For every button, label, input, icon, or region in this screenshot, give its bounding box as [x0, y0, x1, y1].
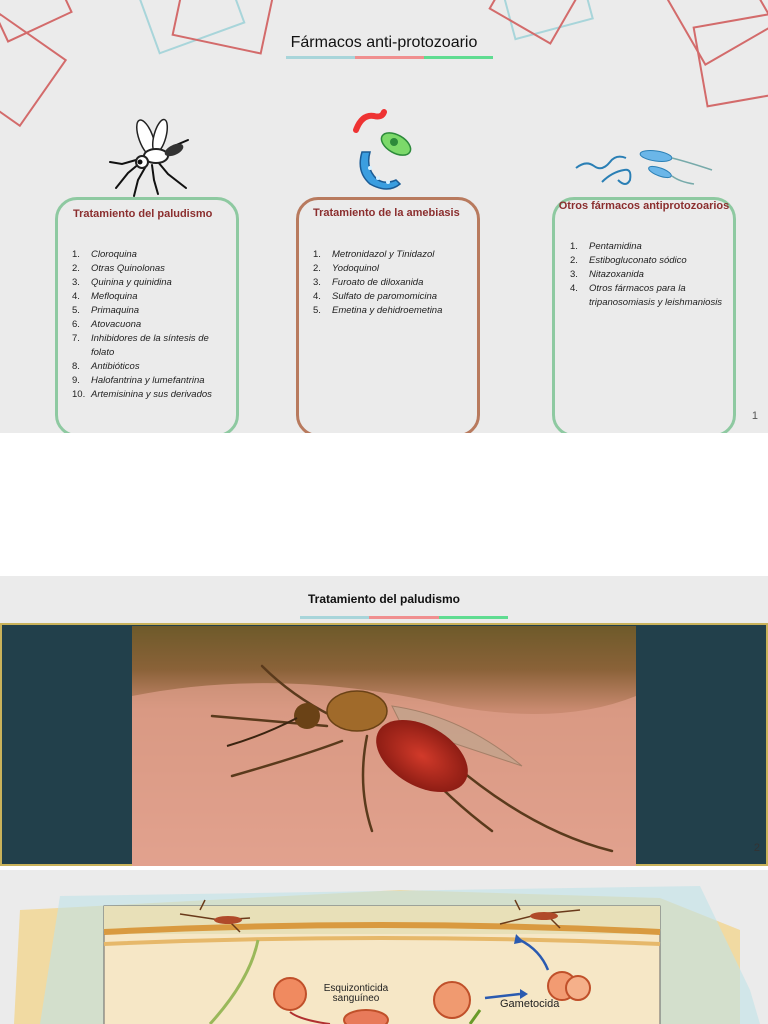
slide-title: Fármacos anti-protozoario	[290, 34, 478, 51]
mosquito-icon	[108, 118, 192, 198]
list-item: 3. Nitazoxanida	[570, 269, 644, 280]
list-item: 2. Estibogluconato sódico	[570, 255, 687, 266]
card-title: Tratamiento del paludismo	[73, 208, 213, 220]
list-item: 1. Cloroquina	[72, 249, 137, 260]
list-item: 10. Artemisinina y sus derivados	[72, 389, 212, 400]
slide-1	[0, 0, 768, 433]
card-paludismo	[55, 197, 239, 433]
list-item: 9. Halofantrina y lumefantrina	[72, 375, 205, 386]
list-item: 4. Mefloquina	[72, 291, 138, 302]
list-item: 1. Metronidazol y Tinidazol	[313, 249, 435, 260]
slide-2	[0, 576, 768, 866]
card-otros	[552, 197, 736, 433]
page-number: 1	[751, 410, 758, 422]
microbes-icon	[348, 108, 416, 194]
list-item: 4. Sulfato de paromomicina	[313, 291, 438, 302]
title-underline	[300, 616, 508, 619]
list-item: 1. Pentamidina	[570, 241, 642, 252]
title-underline	[286, 56, 493, 59]
card-amebiasis	[296, 197, 480, 433]
list-item: 8. Antibióticos	[72, 361, 140, 372]
diagram-label: Gametocida	[500, 998, 560, 1010]
list-item: 4. Otros fármacos para la tripanosomiasis y leishmaniosis	[570, 283, 723, 308]
drug-list	[313, 248, 473, 318]
list-item: 3. Quinina y quinidina	[72, 277, 172, 288]
card-title: Otros fármacos antiprotozoarios	[558, 200, 730, 212]
drug-list	[570, 240, 730, 310]
list-item: 6. Atovacuona	[72, 319, 142, 330]
list-item: 2. Otras Quinolonas	[72, 263, 165, 274]
list-item: 3. Furoato de diloxanida	[313, 277, 424, 288]
list-item: 5. Primaquina	[72, 305, 140, 316]
page-number: 2	[753, 842, 760, 854]
list-item: 5. Emetina y dehidroemetina	[313, 305, 443, 316]
list-item: 2. Yodoquinol	[313, 263, 380, 274]
parasites-icon	[572, 142, 718, 192]
drug-list	[72, 248, 234, 402]
diagram-label: Esquizonticida sanguíneo	[323, 983, 389, 1004]
list-item: 7. Inhibidores de la síntesis de folato	[72, 333, 209, 358]
mosquito-photo	[132, 626, 636, 866]
slide-3	[0, 870, 768, 1024]
card-title: Tratamiento de la amebiasis	[313, 207, 460, 219]
slide-title: Tratamiento del paludismo	[307, 592, 461, 606]
